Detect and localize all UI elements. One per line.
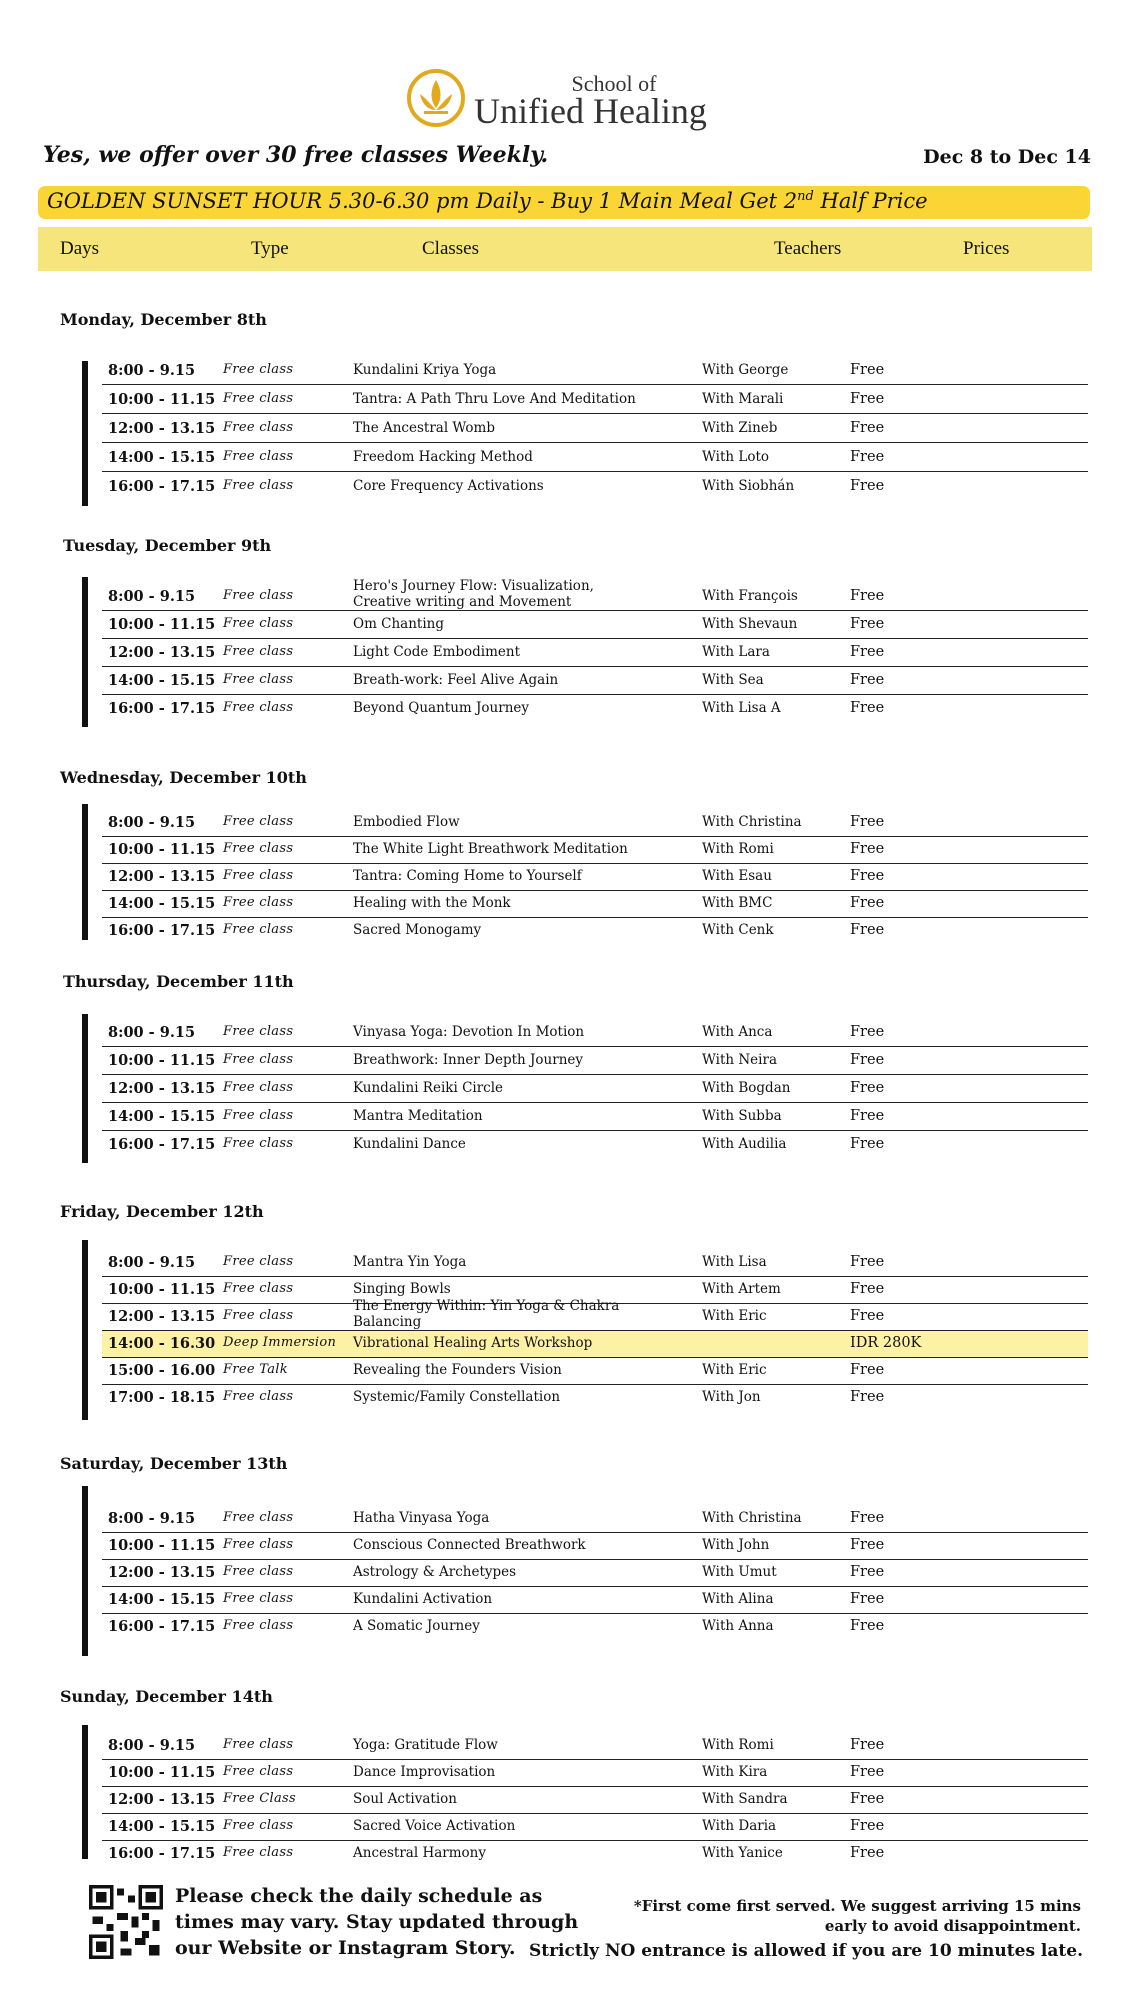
- class-row: [102, 445, 1088, 472]
- class-price: Free: [850, 1024, 885, 1040]
- class-time: 14:00 - 15.15: [108, 1108, 216, 1125]
- class-price: Free: [850, 1564, 885, 1580]
- class-price: Free: [850, 1281, 885, 1297]
- class-time: 12:00 - 13.15: [108, 420, 216, 437]
- footer-late-policy: Strictly NO entrance is allowed if you are 10 minutes late.: [528, 1941, 1083, 1961]
- class-row: [102, 1814, 1088, 1841]
- class-time: 12:00 - 13.15: [108, 868, 216, 885]
- class-time: 14:00 - 16.30: [108, 1335, 216, 1352]
- class-name: Yoga: Gratitude Flow: [353, 1737, 498, 1753]
- class-price: Free: [850, 814, 885, 830]
- class-row: [102, 387, 1088, 414]
- class-type: Free Class: [223, 1791, 296, 1806]
- class-name: Systemic/Family Constellation: [353, 1389, 561, 1405]
- class-name: Beyond Quantum Journey: [353, 700, 530, 716]
- class-teacher: With Lisa A: [702, 700, 781, 716]
- class-teacher: With Romi: [702, 841, 774, 857]
- class-time: 8:00 - 9.15: [108, 1737, 196, 1754]
- class-teacher: With Umut: [702, 1564, 777, 1580]
- class-price: Free: [850, 672, 885, 688]
- class-row: [102, 358, 1088, 385]
- promo-sup: nd: [797, 189, 814, 204]
- class-type: Free class: [223, 1108, 294, 1123]
- class-teacher: With Lara: [702, 644, 770, 660]
- class-time: 8:00 - 9.15: [108, 814, 196, 831]
- class-type: Free class: [223, 1308, 294, 1323]
- class-row: [102, 696, 1088, 722]
- class-price: Free: [850, 391, 885, 407]
- col-teachers: Teachers: [774, 238, 842, 259]
- class-teacher: With George: [702, 362, 789, 378]
- class-type: Free class: [223, 1764, 294, 1779]
- class-teacher: With Marali: [702, 391, 784, 407]
- class-type: Free class: [223, 1281, 294, 1296]
- footer-arrival-note: *First come first served. We suggest arriving 15 mins early to avoid disappointment.: [633, 1897, 1081, 1935]
- class-row: [102, 1076, 1088, 1103]
- class-row: [102, 1533, 1088, 1560]
- class-row: [102, 1358, 1088, 1385]
- class-time: 8:00 - 9.15: [108, 1510, 196, 1527]
- class-name: Mantra Yin Yoga: [353, 1254, 467, 1270]
- qr-code-icon: [89, 1885, 163, 1959]
- class-type: Free class: [223, 1818, 294, 1833]
- class-name: Kundalini Dance: [353, 1136, 466, 1152]
- class-price: Free: [850, 449, 885, 465]
- class-row: [102, 1104, 1088, 1131]
- class-type: Free class: [223, 616, 294, 631]
- class-row: [102, 1385, 1088, 1411]
- class-type: Free class: [223, 922, 294, 937]
- class-price: Free: [850, 1537, 885, 1553]
- class-type: Free class: [223, 478, 294, 493]
- class-name: Conscious Connected Breathwork: [353, 1537, 586, 1553]
- class-type: Free class: [223, 841, 294, 856]
- class-time: 16:00 - 17.15: [108, 922, 216, 939]
- class-name: Soul Activation: [353, 1791, 457, 1807]
- class-name: Om Chanting: [353, 616, 445, 632]
- class-price: Free: [850, 895, 885, 911]
- class-price: Free: [850, 1308, 885, 1324]
- day-bar: [82, 361, 88, 506]
- class-name: Kundalini Activation: [353, 1591, 493, 1607]
- class-type: Free Talk: [223, 1362, 288, 1377]
- class-name: Vibrational Healing Arts Workshop: [353, 1335, 593, 1351]
- column-header: [38, 227, 1092, 271]
- day-title: Tuesday, December 9th: [63, 536, 272, 555]
- class-row: [102, 1020, 1088, 1047]
- class-name: Dance Improvisation: [353, 1764, 496, 1780]
- class-row: [102, 1331, 1088, 1358]
- class-time: 8:00 - 9.15: [108, 362, 196, 379]
- class-price: Free: [850, 1764, 885, 1780]
- class-time: 8:00 - 9.15: [108, 588, 196, 605]
- class-row: [102, 1614, 1088, 1640]
- class-price: Free: [850, 1080, 885, 1096]
- class-name: Hatha Vinyasa Yoga: [353, 1510, 490, 1526]
- class-name: Healing with the Monk: [353, 895, 511, 911]
- class-type: Free class: [223, 644, 294, 659]
- class-row: [102, 1132, 1088, 1158]
- class-time: 8:00 - 9.15: [108, 1254, 196, 1271]
- class-price: Free: [850, 841, 885, 857]
- class-teacher: With Sandra: [702, 1791, 788, 1807]
- class-price: Free: [850, 616, 885, 632]
- class-teacher: With Shevaun: [702, 616, 798, 632]
- brand-line1: School of: [571, 71, 657, 96]
- class-teacher: With Artem: [702, 1281, 781, 1297]
- class-row: [102, 1250, 1088, 1277]
- class-time: 12:00 - 13.15: [108, 1791, 216, 1808]
- class-price: Free: [850, 1108, 885, 1124]
- class-name: Hero's Journey Flow: Visualization, Creative writing and Movement: [353, 578, 594, 610]
- class-time: 16:00 - 17.15: [108, 1136, 216, 1153]
- day-title: Thursday, December 11th: [63, 972, 294, 991]
- class-price: Free: [850, 1389, 885, 1405]
- class-type: Free class: [223, 1510, 294, 1525]
- class-price: Free: [850, 362, 885, 378]
- class-teacher: With Alina: [702, 1591, 774, 1607]
- class-row: [102, 416, 1088, 443]
- class-type: Free class: [223, 868, 294, 883]
- class-name: Breathwork: Inner Depth Journey: [353, 1052, 584, 1068]
- class-type: Free class: [223, 700, 294, 715]
- class-name: Tantra: Coming Home to Yourself: [353, 868, 582, 884]
- class-type: Free class: [223, 420, 294, 435]
- class-row: [102, 837, 1088, 864]
- class-row: [102, 1587, 1088, 1614]
- day-title: Friday, December 12th: [60, 1202, 264, 1221]
- class-row: [102, 810, 1088, 837]
- class-name: Tantra: A Path Thru Love And Meditation: [353, 391, 636, 407]
- class-price: Free: [850, 1845, 885, 1861]
- class-teacher: With Romi: [702, 1737, 774, 1753]
- day-bar: [82, 577, 88, 727]
- class-teacher: With Bogdan: [702, 1080, 791, 1096]
- col-classes: Classes: [422, 238, 479, 259]
- day-title: Saturday, December 13th: [60, 1454, 288, 1473]
- day-bar: [82, 804, 88, 940]
- class-type: Free class: [223, 1080, 294, 1095]
- col-days: Days: [60, 238, 100, 259]
- class-name: Freedom Hacking Method: [353, 449, 533, 465]
- class-teacher: With BMC: [702, 895, 773, 911]
- class-row: [102, 864, 1088, 891]
- class-type: Free class: [223, 1136, 294, 1151]
- class-row: [102, 918, 1088, 944]
- day-title: Monday, December 8th: [60, 310, 267, 329]
- class-type: Free class: [223, 1254, 294, 1269]
- class-row: [102, 1787, 1088, 1814]
- class-price: Free: [850, 420, 885, 436]
- class-row: [102, 1048, 1088, 1075]
- col-type: Type: [251, 238, 289, 259]
- class-teacher: With John: [702, 1537, 770, 1553]
- class-price: Free: [850, 588, 885, 604]
- class-type: Free class: [223, 1845, 294, 1860]
- class-teacher: With Subba: [702, 1108, 782, 1124]
- class-price: IDR 280K: [850, 1335, 922, 1351]
- day-bar: [82, 1486, 88, 1656]
- class-time: 8:00 - 9.15: [108, 1024, 196, 1041]
- class-name: The Ancestral Womb: [353, 420, 495, 436]
- class-teacher: With Esau: [702, 868, 772, 884]
- day-bar: [82, 1725, 88, 1859]
- class-price: Free: [850, 1510, 885, 1526]
- class-type: Free class: [223, 814, 294, 829]
- class-price: Free: [850, 1737, 885, 1753]
- class-row: [102, 1560, 1088, 1587]
- class-type: Deep Immersion: [223, 1335, 337, 1350]
- class-name: Vinyasa Yoga: Devotion In Motion: [353, 1024, 585, 1040]
- class-row: [102, 1733, 1088, 1760]
- class-teacher: With Jon: [702, 1389, 761, 1405]
- class-time: 12:00 - 13.15: [108, 644, 216, 661]
- class-price: Free: [850, 644, 885, 660]
- class-time: 14:00 - 15.15: [108, 449, 216, 466]
- class-price: Free: [850, 1591, 885, 1607]
- class-name: Revealing the Founders Vision: [353, 1362, 562, 1378]
- promo-banner: [38, 186, 1090, 219]
- class-time: 16:00 - 17.15: [108, 1618, 216, 1635]
- class-price: Free: [850, 1618, 885, 1634]
- promo-text: [47, 189, 928, 213]
- class-price: Free: [850, 1791, 885, 1807]
- class-type: Free class: [223, 1737, 294, 1752]
- class-price: Free: [850, 1052, 885, 1068]
- class-type: Free class: [223, 672, 294, 687]
- class-time: 14:00 - 15.15: [108, 672, 216, 689]
- class-row: [102, 474, 1088, 500]
- promo-tail: Half Price: [813, 189, 928, 213]
- class-teacher: With Sea: [702, 672, 764, 688]
- class-type: Free class: [223, 1024, 294, 1039]
- class-time: 10:00 - 11.15: [108, 616, 216, 633]
- class-time: 16:00 - 17.15: [108, 478, 216, 495]
- tagline: Yes, we offer over 30 free classes Weekly.: [43, 142, 549, 168]
- class-time: 16:00 - 17.15: [108, 1845, 216, 1862]
- class-price: Free: [850, 1136, 885, 1152]
- class-type: Free class: [223, 1618, 294, 1633]
- class-time: 12:00 - 13.15: [108, 1308, 216, 1325]
- class-row: [102, 1506, 1088, 1533]
- class-row: [102, 578, 1088, 611]
- class-teacher: With Christina: [702, 814, 802, 830]
- class-type: Free class: [223, 895, 294, 910]
- day-title: Sunday, December 14th: [60, 1687, 273, 1706]
- class-time: 12:00 - 13.15: [108, 1564, 216, 1581]
- class-teacher: With Cenk: [702, 922, 774, 938]
- class-time: 12:00 - 13.15: [108, 1080, 216, 1097]
- class-name: Breath-work: Feel Alive Again: [353, 672, 559, 688]
- class-row: [102, 1841, 1088, 1867]
- class-type: Free class: [223, 588, 294, 603]
- class-teacher: With Audilia: [702, 1136, 787, 1152]
- class-name: The Energy Within: Yin Yoga & Chakra Balancing: [353, 1298, 620, 1330]
- class-teacher: With François: [702, 588, 798, 604]
- class-type: Free class: [223, 449, 294, 464]
- class-teacher: With Anca: [702, 1024, 773, 1040]
- class-teacher: With Kira: [702, 1764, 768, 1780]
- class-teacher: With Loto: [702, 449, 770, 465]
- class-name: Sacred Monogamy: [353, 922, 482, 938]
- day-bar: [82, 1240, 88, 1420]
- class-name: Mantra Meditation: [353, 1108, 483, 1124]
- class-time: 17:00 - 18.15: [108, 1389, 216, 1406]
- class-type: Free class: [223, 362, 294, 377]
- class-teacher: With Zineb: [702, 420, 778, 436]
- day-bar: [82, 1014, 88, 1163]
- class-price: Free: [850, 700, 885, 716]
- class-time: 14:00 - 15.15: [108, 895, 216, 912]
- class-type: Free class: [223, 1389, 294, 1404]
- brand-logo: [406, 68, 716, 132]
- class-row: [102, 891, 1088, 918]
- class-row: [102, 1298, 1088, 1331]
- class-row: [102, 668, 1088, 695]
- class-teacher: With Eric: [702, 1308, 767, 1324]
- class-time: 10:00 - 11.15: [108, 1764, 216, 1781]
- class-row: [102, 640, 1088, 667]
- class-price: Free: [850, 868, 885, 884]
- class-time: 10:00 - 11.15: [108, 1052, 216, 1069]
- class-name: Embodied Flow: [353, 814, 460, 830]
- class-teacher: With Siobhán: [702, 478, 795, 494]
- class-name: Ancestral Harmony: [353, 1845, 486, 1861]
- class-teacher: With Daria: [702, 1818, 777, 1834]
- col-prices: Prices: [963, 238, 1010, 259]
- class-time: 14:00 - 15.15: [108, 1818, 216, 1835]
- class-time: 14:00 - 15.15: [108, 1591, 216, 1608]
- class-type: Free class: [223, 1052, 294, 1067]
- class-teacher: With Yanice: [702, 1845, 783, 1861]
- promo-main: GOLDEN SUNSET HOUR 5.30-6.30 pm Daily - Buy 1 Main Meal Get 2: [47, 189, 798, 213]
- class-teacher: With Neira: [702, 1052, 777, 1068]
- class-type: Free class: [223, 1564, 294, 1579]
- class-time: 15:00 - 16.00: [108, 1362, 216, 1379]
- date-range: Dec 8 to Dec 14: [923, 146, 1091, 168]
- class-price: Free: [850, 1818, 885, 1834]
- class-name: A Somatic Journey: [353, 1618, 480, 1634]
- class-name: Core Frequency Activations: [353, 478, 544, 494]
- class-name: Astrology & Archetypes: [353, 1564, 517, 1580]
- class-type: Free class: [223, 1537, 294, 1552]
- brand-line2: Unified Healing: [474, 91, 707, 131]
- class-price: Free: [850, 478, 885, 494]
- class-teacher: With Anna: [702, 1618, 774, 1634]
- class-name: Kundalini Kriya Yoga: [353, 362, 497, 378]
- class-teacher: With Lisa: [702, 1254, 767, 1270]
- class-teacher: With Christina: [702, 1510, 802, 1526]
- class-type: Free class: [223, 391, 294, 406]
- class-teacher: With Eric: [702, 1362, 767, 1378]
- class-row: [102, 1760, 1088, 1787]
- day-title: Wednesday, December 10th: [60, 768, 307, 787]
- lotus-icon: [406, 68, 466, 128]
- class-row: [102, 612, 1088, 639]
- class-name: Sacred Voice Activation: [353, 1818, 516, 1834]
- class-type: Free class: [223, 1591, 294, 1606]
- class-time: 16:00 - 17.15: [108, 700, 216, 717]
- class-name: The White Light Breathwork Meditation: [353, 841, 628, 857]
- class-time: 10:00 - 11.15: [108, 841, 216, 858]
- class-name: Kundalini Reiki Circle: [353, 1080, 504, 1096]
- class-name: Singing Bowls: [353, 1281, 451, 1297]
- class-time: 10:00 - 11.15: [108, 1537, 216, 1554]
- class-price: Free: [850, 1362, 885, 1378]
- footer-schedule-note: Please check the daily schedule as times may vary. Stay updated through our Website or Instagram Story.: [175, 1885, 579, 1959]
- class-time: 10:00 - 11.15: [108, 1281, 216, 1298]
- class-name: Light Code Embodiment: [353, 644, 521, 660]
- class-price: Free: [850, 922, 885, 938]
- class-time: 10:00 - 11.15: [108, 391, 216, 408]
- class-price: Free: [850, 1254, 885, 1270]
